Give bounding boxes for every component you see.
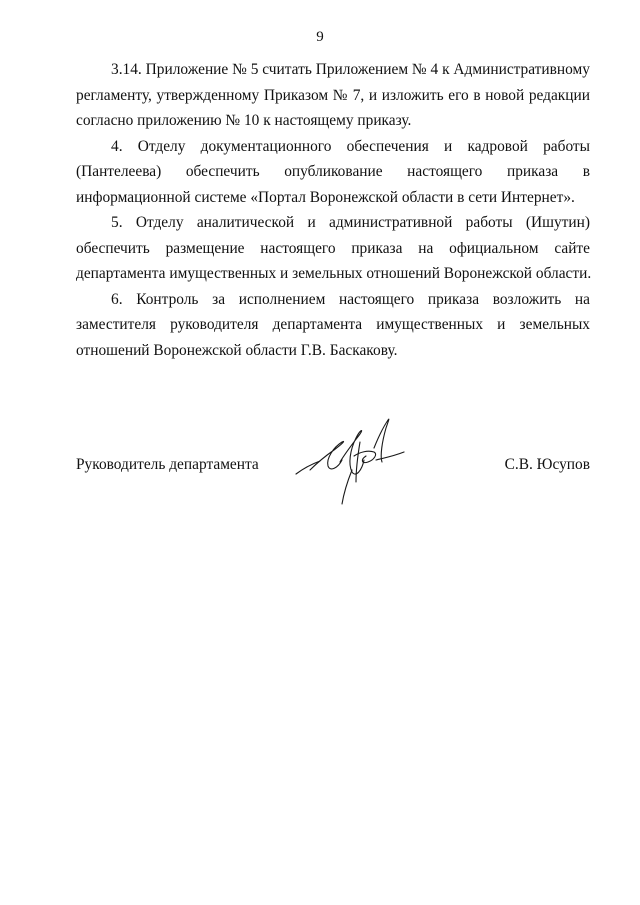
paragraph-line: (Пантелеева) обеспечить опубликование настоящего приказа в xyxy=(76,163,590,180)
paragraph-line: согласно приложению № 10 к настоящему приказу. xyxy=(76,112,412,129)
paragraph-line: департамента имущественных и земельных отношений Воронежской области. xyxy=(76,265,592,282)
signatory-position: Руководитель департамента xyxy=(76,456,259,473)
paragraph-line: обеспечить размещение настоящего приказа на официальном сайте xyxy=(76,239,590,257)
document-body xyxy=(76,57,590,363)
paragraph-line: регламенту, утвержденному Приказом № 7, и изложить его в новой редакции xyxy=(76,86,590,104)
paragraph-line: заместителя руководителя департамента имущественных и земельных xyxy=(76,316,590,333)
signatory-name: С.В. Юсупов xyxy=(504,456,590,473)
paragraph-line: отношений Воронежской области Г.В. Баскакову. xyxy=(76,341,398,359)
paragraph-line: 6. Контроль за исполнением настоящего приказа возложить на xyxy=(111,290,590,308)
paragraph-line: 3.14. Приложение № 5 считать Приложением № 4 к Административному xyxy=(111,61,590,78)
paragraph-line: 4. Отделу документационного обеспечения и кадровой работы xyxy=(111,137,590,155)
paragraph-line: 5. Отделу аналитической и административной работы (Ишутин) xyxy=(111,214,590,231)
page-number: 9 xyxy=(316,29,324,45)
handwritten-signature-icon xyxy=(290,412,410,512)
paragraph-line: информационной системе «Портал Воронежской области в сети Интернет». xyxy=(76,188,575,206)
paragraph-4 xyxy=(76,134,590,211)
paragraph-6 xyxy=(76,287,590,364)
paragraph-3-14 xyxy=(76,57,590,134)
paragraph-5 xyxy=(76,210,590,287)
